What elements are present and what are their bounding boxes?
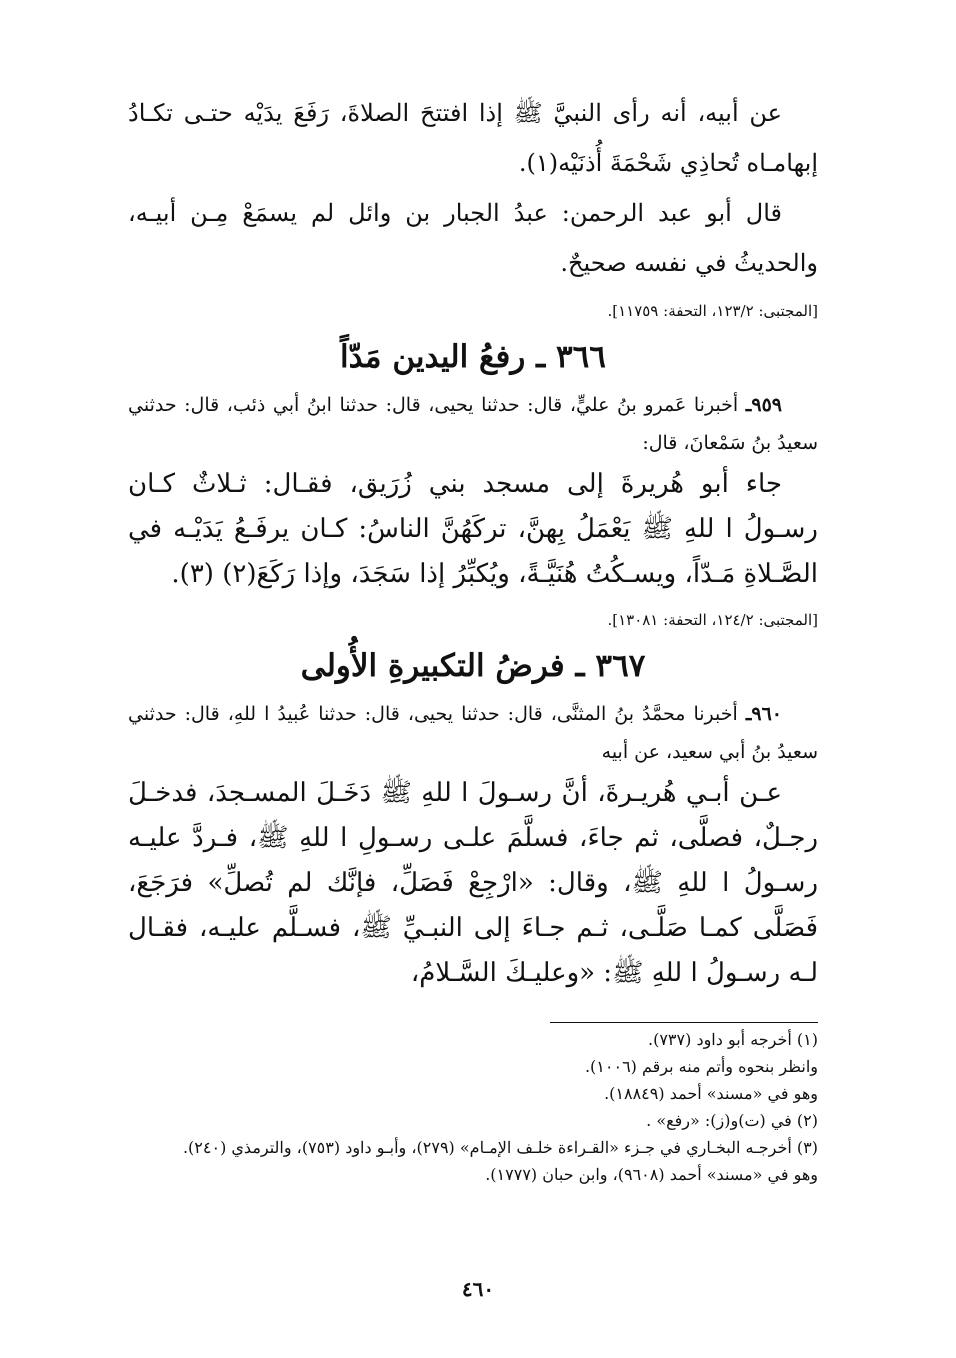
footnotes xyxy=(128,1022,818,1188)
hadith-960-isnad-text: أخبرنا محمَّدُ بنُ المثنَّى، قال: حدثنا يحيى، قال: حدثنا عُبيدُ ا للهِ، قال: حدثني سعيدُ بنُ أبي سعيد، عن أبيه xyxy=(128,703,818,763)
hadith-959-isnad xyxy=(128,386,818,462)
page-number: ٤٦٠ xyxy=(461,1277,495,1301)
footnote-2: (٢) في (ت)و(ز): «رفع» . xyxy=(646,1111,818,1130)
hadith-960-number: ٩٦٠ـ xyxy=(745,703,783,725)
section-366-heading: ٣٦٦ ـ رفعُ اليدين مَدّاً xyxy=(340,339,606,375)
hadith-960-matn: عـن أبـي هُريـرةَ، أنَّ رسـولَ ا للهِ ﷺ دَخَـلَ المسـجدَ، فدخـلَ رجـلٌ، فصلَّى، ثم جاءَ، فسلَّمَ علـى رسـولِ ا للهِ ﷺ، فـردَّ عليـه رسـولُ ا للهِ ﷺ، وقال: «ارْجِعْ فَصَلِّ، فإنَّك لم تُصلِّ» فرَجَعَ، فَصَلَّى كمـا صَلَّـى، ثـم جـاءَ إلى النبـيِّ ﷺ، فسـلَّم عليـه، فقـال لـه رسـولُ ا للهِ ﷺ: «وعليـكَ السَّـلامُ، xyxy=(128,778,818,988)
section-367-heading: ٣٦٧ ـ فرضُ التكبيرةِ الأُولى xyxy=(300,648,646,684)
footnote-3-cont: وهو في «مسند» أحمد (٩٦٠٨)، وابن حبان (١٧٧٧). xyxy=(485,1165,818,1184)
hadith-959-number: ٩٥٩ـ xyxy=(745,394,782,416)
footnote-1-cont-b: وهو في «مسند» أحمد (١٨٨٤٩). xyxy=(604,1084,818,1103)
footnote-1: (١) أخرجه أبو داود (٧٣٧). xyxy=(648,1030,818,1049)
footnote-separator xyxy=(550,1022,818,1023)
hadith-959-isnad-text: أخبرنا عَمرو بنُ عليٍّ، قال: حدثنا يحيى، قال: حدثنا ابنُ أبي ذئب، قال: حدثني سعيدُ بنُ سَمْعانَ، قال: xyxy=(128,394,818,454)
footnote-1-cont-a: وانظر بنحوه وأتم منه برقم (١٠٠٦). xyxy=(584,1057,818,1076)
hadith-959-matn: جاء أبو هُريرةَ إلى مسجد بني زُرَيق، فقـال: ثـلاثٌ كـان رسـولُ ا للهِ ﷺ يَعْمَلُ بِهنَّ، تركَهُنَّ الناسُ: كـان يرفَـعُ يَدَيْـه في الصَّـلاةِ مَـدّاً، ويسـكُتُ هُنَيَّـةً، ويُكبِّرُ إذا سَجَدَ، وإذا رَكَعَ(٢) (٣). xyxy=(128,469,818,589)
reference-line-2: [المجتبى: ١٢٤/٢، التحفة: ١٣٠٨١]. xyxy=(607,611,818,629)
reference-line-1: [المجتبى: ١٢٣/٢، التحفة: ١١٧٥٩]. xyxy=(607,302,818,320)
footnote-3: (٣) أخرجـه البخـاري في جـزء «القـراءة خلـف الإمـام» (٢٧٩)، وأبـو داود (٧٥٣)، والترمذي (٢٤٠). xyxy=(182,1138,818,1157)
intro-paragraph-1: عن أبيه، أنه رأى النبيَّ ﷺ إذا افتتحَ الصلاةَ، رَفَعَ يدَيْه حتـى تكـادُ إبهامـاه تُحاذِي شَحْمَةَ أُذنَيْه(١). xyxy=(128,99,818,177)
intro-paragraph-2: قال أبو عبد الرحمن: عبدُ الجبار بن وائل لم يسمَعْ مِـن أبيـه، والحديثُ في نفسه صحيحٌ. xyxy=(128,199,818,277)
hadith-960-isnad xyxy=(128,695,818,771)
